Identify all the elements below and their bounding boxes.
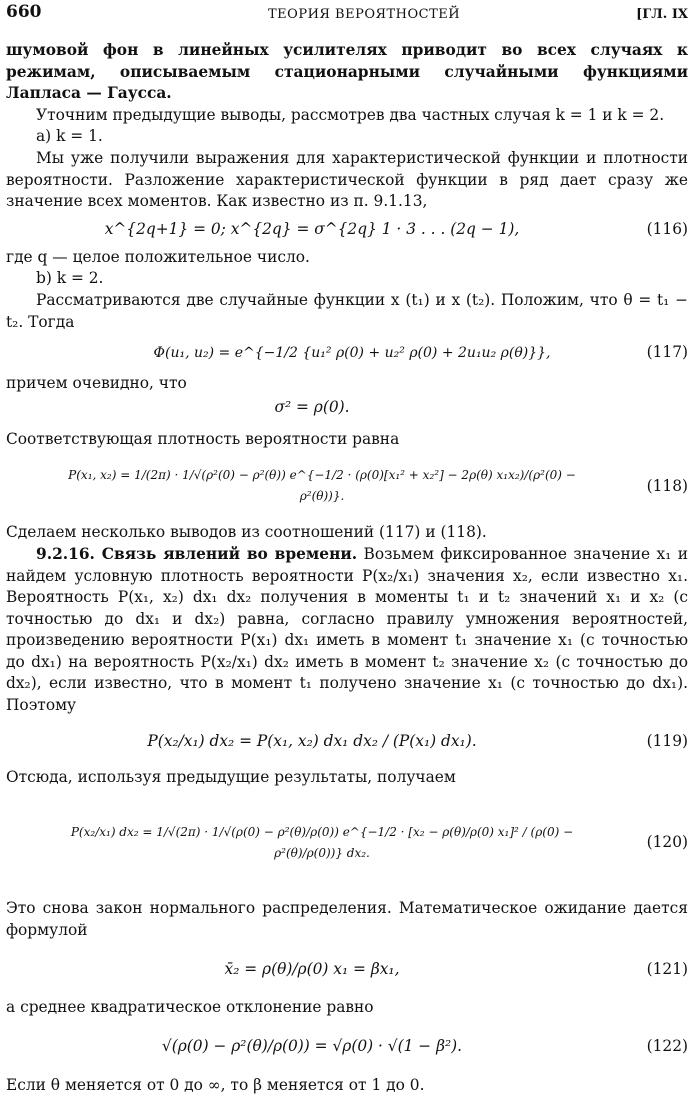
equation-119 xyxy=(6,717,688,767)
chapter-label: [ГЛ. IX xyxy=(636,7,688,22)
paragraph-11-text: Возьмем фиксированное значение x₁ и найдем условную плотность вероятности P(x₂/x₁) значения x₂, если известно x₁. Вероятность P(x₁, x₂) dx₁ dx₂ получения в моменты t₁ и t₂ значений x₁ и x₂ (с точностью до dx₁ и dx₂) равна, согласно правилу умножения вероятностей, произведению вероятности P(x₁) dx₁ иметь в момент t₁ значение x₁ (с точностью до dx₁) на вероятность P(x₂/x₁) dx₂ иметь в момент t₂ значение x₂ (с точностью до dx₂), если известно, что в момент t₁ получено значение x₁ (с точностью до dx₁). Поэтому xyxy=(6,544,688,715)
page-number: 660 xyxy=(6,2,42,22)
paragraph-6: b) k = 2. xyxy=(36,269,104,288)
equation-118-text: P(x₁, x₂) = 1/(2π) · 1/√(ρ²(0) − ρ²(θ)) e^{−1/2 · (ρ(0)[x₁² + x₂²] − 2ρ(θ) x₁x₂)/(ρ²(0) − ρ²(θ))}. xyxy=(68,467,576,504)
equation-120-body xyxy=(6,822,618,865)
equation-118 xyxy=(6,450,688,522)
equation-117b xyxy=(6,395,688,421)
paragraph-10: Сделаем несколько выводов из соотношений (117) и (118). xyxy=(6,523,487,542)
paragraph-5: где q — целое положительное число. xyxy=(6,247,310,266)
paragraph-13: Это снова закон нормального распределения. Математическое ожидание дается формулой xyxy=(6,899,688,939)
equation-122-text: √(ρ(0) − ρ²(θ)/ρ(0)) = √ρ(0) · √(1 − β²). xyxy=(161,1037,463,1056)
paragraph-9: Соответствующая плотность вероятности равна xyxy=(6,429,400,448)
equation-116-text: x^{2q+1} = 0; x^{2q} = σ^{2q} 1 · 3 . . . (2q − 1), xyxy=(104,219,520,238)
equation-121 xyxy=(6,941,688,997)
equation-116-number: (116) xyxy=(646,219,688,238)
paragraph-8: причем очевидно, что xyxy=(6,374,187,393)
paragraph-1: шумовой фон в линейных усилителях приводит во всех случаях к режимам, описываемым стационарными случайными функциями Лапласа — Гаусса. xyxy=(6,41,688,103)
paragraph-11 xyxy=(6,544,688,717)
paragraph-2: Уточним предыдущие выводы, рассмотрев два частных случая k = 1 и k = 2. xyxy=(36,105,665,124)
equation-122-body xyxy=(6,1036,618,1058)
equation-118-number: (118) xyxy=(646,476,688,495)
equation-116 xyxy=(6,213,688,247)
equation-122 xyxy=(6,1019,688,1075)
equation-118-body xyxy=(6,465,618,508)
page-body xyxy=(6,40,688,1097)
equation-117-body xyxy=(6,342,618,365)
running-title: ТЕОРИЯ ВЕРОЯТНОСТЕЙ xyxy=(268,7,461,22)
paragraph-7: Рассматриваются две случайные функции x (t₁) и x (t₂). Положим, что θ = t₁ − t₂. Тогда xyxy=(6,290,688,331)
equation-117 xyxy=(6,333,688,373)
spacer xyxy=(6,421,688,429)
equation-119-text: P(x₂/x₁) dx₂ = P(x₁, x₂) dx₁ dx₂ / (P(x₁) dx₁). xyxy=(147,731,477,750)
equation-117b-body xyxy=(6,397,618,419)
equation-119-body xyxy=(6,731,618,753)
paragraph-15: Если θ меняется от 0 до ∞, то β меняется от 1 до 0. xyxy=(6,1076,425,1095)
equation-117-number: (117) xyxy=(646,343,688,362)
equation-120-text: P(x₂/x₁) dx₂ = 1/√(2π) · 1/√(ρ(0) − ρ²(θ)/ρ(0)) e^{−1/2 · [x₂ − ρ(θ)/ρ(0) x₁]² / (ρ(0) − ρ²(θ)/ρ(0))} dx₂. xyxy=(70,824,574,861)
section-heading: 9.2.16. Связь явлений во времени. xyxy=(36,544,358,563)
equation-121-text: x̄₂ = ρ(θ)/ρ(0) x₁ = βx₁, xyxy=(224,959,400,978)
equation-116-body xyxy=(6,219,618,241)
paragraph-3: а) k = 1. xyxy=(36,127,103,146)
paragraph-14: а среднее квадратическое отклонение равно xyxy=(6,998,374,1017)
equation-121-number: (121) xyxy=(646,959,688,978)
equation-120-number: (120) xyxy=(646,833,688,852)
equation-121-body xyxy=(6,959,618,981)
equation-120 xyxy=(6,788,688,898)
equation-122-number: (122) xyxy=(646,1037,688,1056)
paragraph-12: Отсюда, используя предыдущие результаты, получаем xyxy=(6,767,456,786)
equation-119-number: (119) xyxy=(646,731,688,750)
running-header xyxy=(6,2,688,26)
paragraph-4: Мы уже получили выражения для характеристической функции и плотности вероятности. Разложение характеристической функции в ряд дает сразу же значение всех моментов. Как известно из п. 9.1.13, xyxy=(6,148,688,211)
equation-117b-text: σ² = ρ(0). xyxy=(274,397,350,416)
equation-117-text: Φ(u₁, u₂) = e^{−1/2 {u₁² ρ(0) + u₂² ρ(0) + 2u₁u₂ ρ(θ)}}, xyxy=(153,344,551,361)
